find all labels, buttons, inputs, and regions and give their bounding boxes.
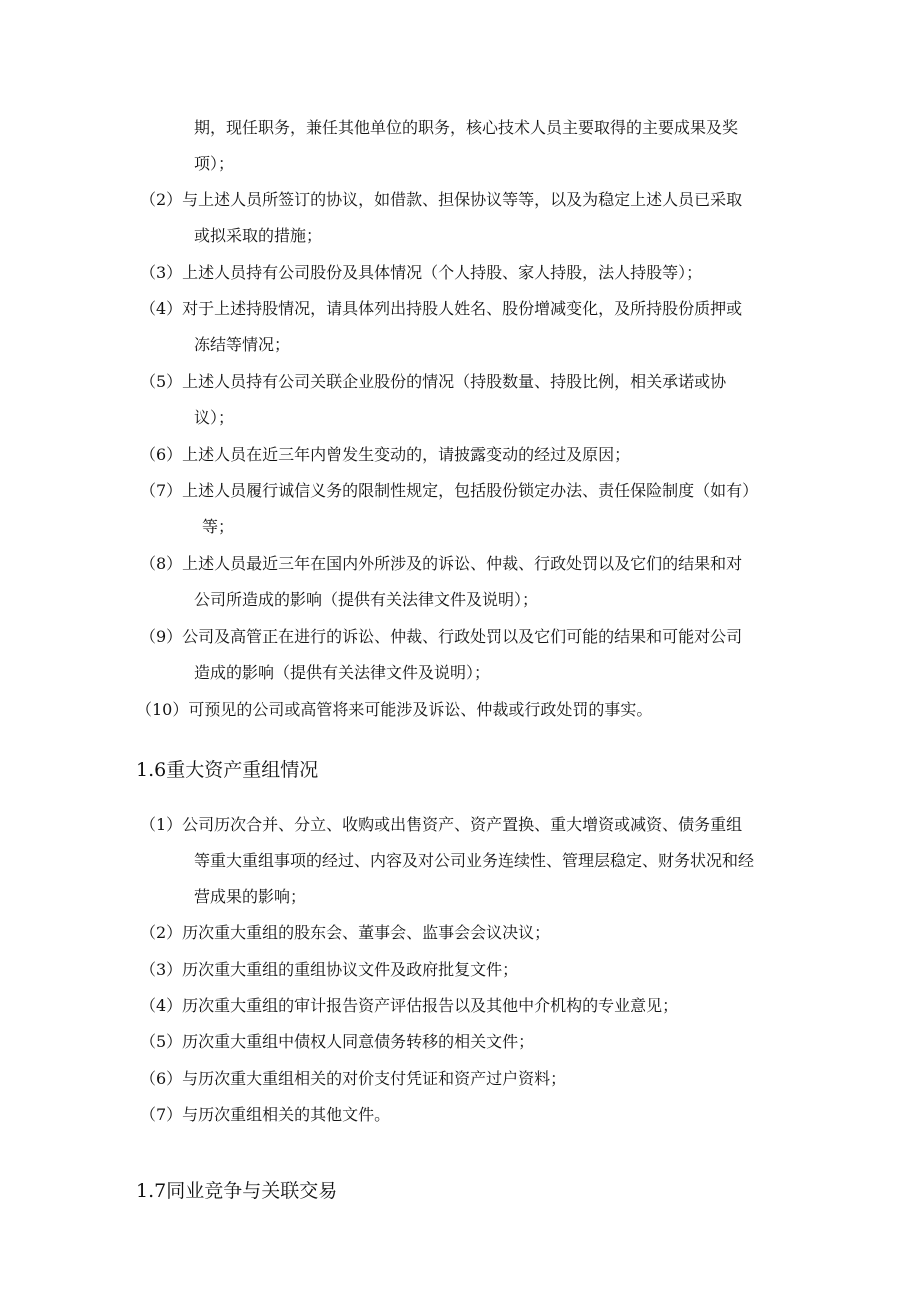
item7-line2: 等； [202,517,235,536]
section-1-7-heading: 1.7同业竞争与关联交易 [136,1180,338,1202]
item5-line1: （5）上述人员持有公司关联企业股份的情况（持股数量、持股比例，相关承诺或协 [140,372,727,391]
item5-line2: 议）； [194,408,235,427]
item1-tail-line1: 期，现任职务，兼任其他单位的职务，核心技术人员主要取得的主要成果及奖 [194,118,739,137]
item10: （10）可预见的公司或高管将来可能涉及诉讼、仲裁或行政处罚的事实。 [136,700,653,719]
restructure-item1-line1: （1）公司历次合并、分立、收购或出售资产、资产置换、重大增资或减资、债务重组 [140,815,743,834]
restructure-item4: （4）历次重大重组的审计报告资产评估报告以及其他中介机构的专业意见； [140,996,679,1015]
item7-line1: （7）上述人员履行诚信义务的限制性规定，包括股份锁定办法、责任保险制度（如有） [140,481,759,500]
restructure-item6: （6）与历次重大重组相关的对价支付凭证和资产过户资料； [140,1069,567,1088]
item1-tail-line2: 项）； [194,154,235,173]
item3: （3）上述人员持有公司股份及具体情况（个人持股、家人持股，法人持股等）； [140,263,703,282]
item9-line2: 造成的影响（提供有关法律文件及说明）； [194,663,491,682]
restructure-item3: （3）历次重大重组的重组协议文件及政府批复文件； [140,960,519,979]
item8-line2: 公司所造成的影响（提供有关法律文件及说明）； [194,590,539,609]
item2-line2: 或拟采取的措施； [194,226,323,245]
item4-line2: 冻结等情况； [194,335,291,354]
item9-line1: （9）公司及高管正在进行的诉讼、仲裁、行政处罚以及它们可能的结果和可能对公司 [140,627,743,646]
restructure-item7: （7）与历次重组相关的其他文件。 [140,1105,391,1124]
restructure-item1-line2: 等重大重组事项的经过、内容及对公司业务连续性、管理层稳定、财务状况和经 [194,851,755,870]
section-1-6-heading: 1.6重大资产重组情况 [136,759,319,781]
restructure-item1-line3: 营成果的影响； [194,887,307,906]
item4-line1: （4）对于上述持股情况，请具体列出持股人姓名、股份增减变化，及所持股份质押或 [140,299,743,318]
restructure-item2: （2）历次重大重组的股东会、董事会、监事会会议决议； [140,923,551,942]
item2-line1: （2）与上述人员所签订的协议，如借款、担保协议等等，以及为稳定上述人员已采取 [140,190,743,209]
restructure-item5: （5）历次重大重组中债权人同意债务转移的相关文件； [140,1032,535,1051]
item8-line1: （8）上述人员最近三年在国内外所涉及的诉讼、仲裁、行政处罚以及它们的结果和对 [140,554,743,573]
item6: （6）上述人员在近三年内曾发生变动的，请披露变动的经过及原因； [140,445,631,464]
